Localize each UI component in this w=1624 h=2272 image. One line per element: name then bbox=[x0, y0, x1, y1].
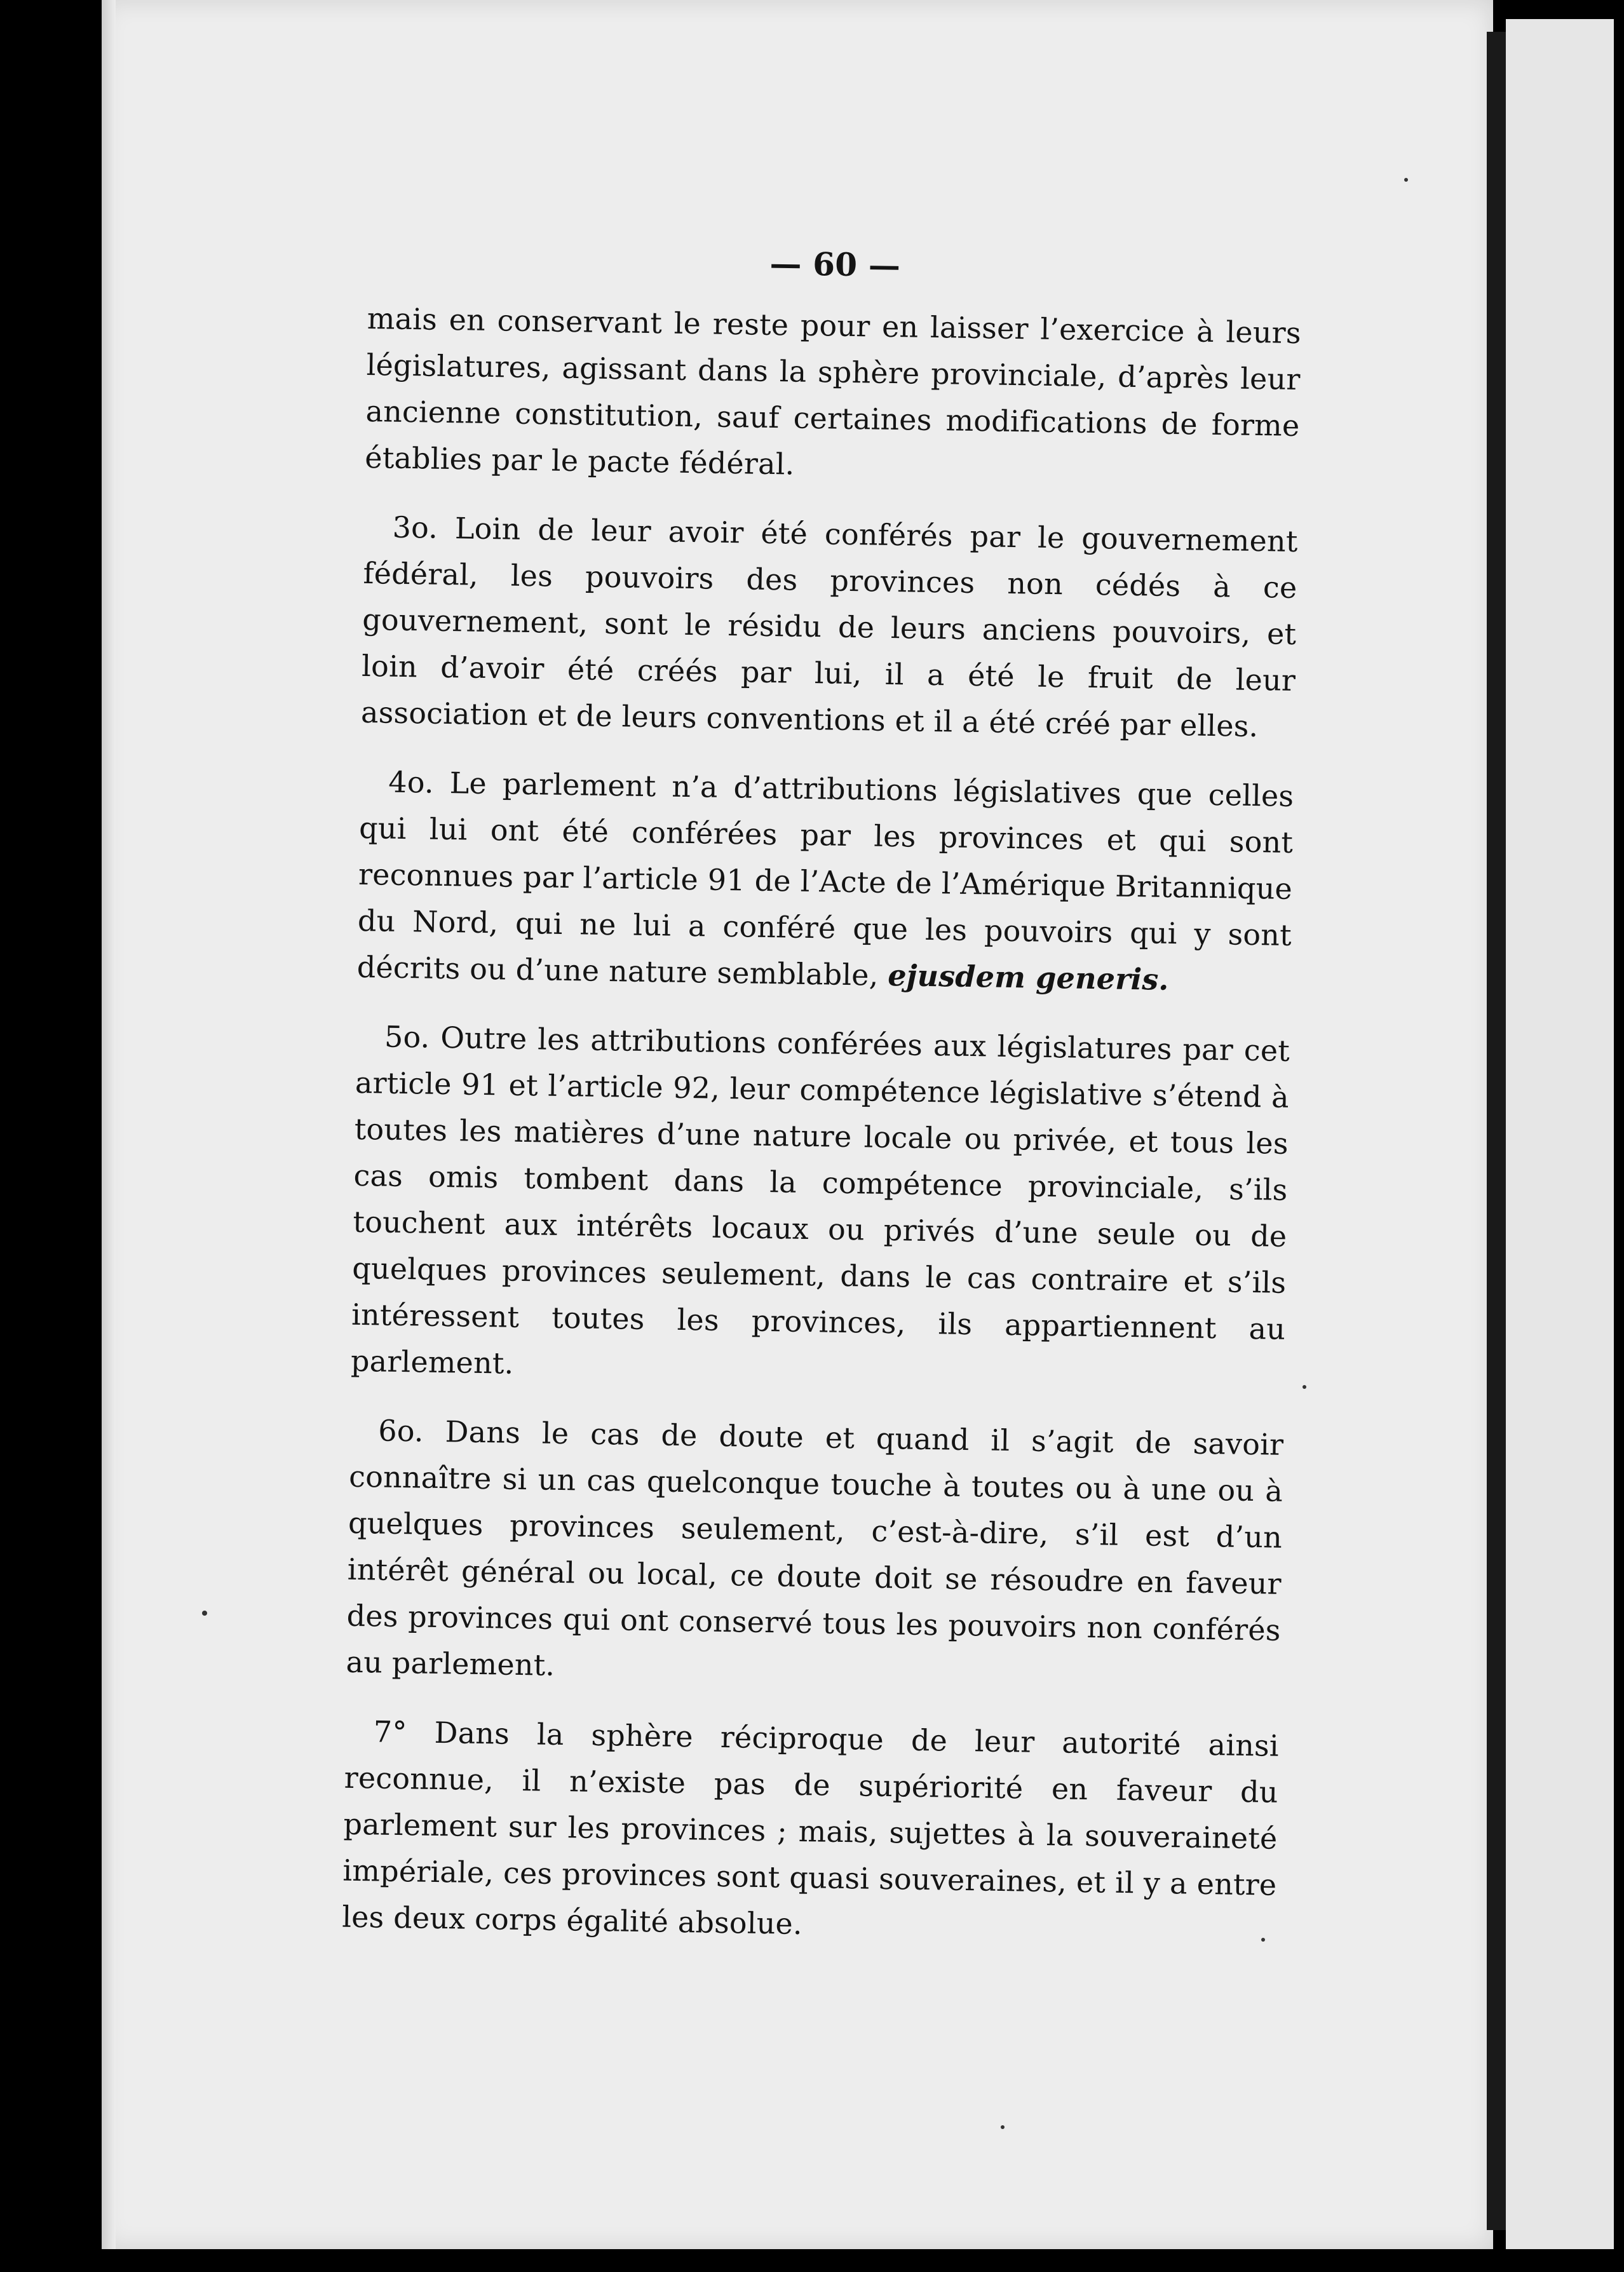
adjacent-page-edge bbox=[1506, 19, 1614, 2249]
paragraph-text: 5o. Outre les attributions conférées aux législatures par cet article 91 et l’article 92, leur compétence législative s’étend à toutes les matières d’une nature locale ou privée, et tous les cas omis tombent dans la compétence provinciale, s’ils touchent aux intérêts locaux ou privés d’une seule ou de quelques provinces seulement, dans le cas contraire et s’ils intéressent toutes les provinces, ils appartiennent au parlement. bbox=[350, 1019, 1290, 1381]
ink-speck bbox=[1404, 178, 1408, 182]
paragraph-text: 7° Dans la sphère réciproque de leur autorité ainsi reconnue, il n’existe pas de supériorité en faveur du parlement sur les provinces ; mais, sujettes à la souveraineté impériale, ces provinces sont quasi souveraines, et il y a entre les deux corps égalité absolue. bbox=[341, 1714, 1280, 1942]
book-spine-shadow bbox=[1487, 32, 1506, 2230]
ink-speck bbox=[1001, 2125, 1005, 2129]
paragraph-text: mais en conservant le reste pour en laisser l’exercice à leurs législatures, agissant dans la sphère provinciale, d’après leur ancienne constitution, sauf certaines modifications de forme établies par le pacte fédéral. bbox=[364, 301, 1302, 482]
page-edge-shadow bbox=[102, 0, 116, 2249]
paragraph-4o bbox=[356, 759, 1294, 1005]
paragraph-continuation bbox=[365, 295, 1301, 496]
ink-speck bbox=[1303, 1385, 1306, 1389]
ink-speck bbox=[202, 1611, 207, 1616]
page-number: — 60 — bbox=[769, 244, 901, 285]
paragraph-text: 6o. Dans le cas de doute et quand il s’agit de savoir connaître si un cas quelconque touche à toutes ou à une ou à quelques provinces seulement, c’est-à-dire, s’il est d’un intérêt général ou local, ce doute doit se résoudre en faveur des provinces qui ont conservé tous les pouvoirs non conférés au parlement. bbox=[346, 1413, 1284, 1682]
paragraph-5o bbox=[351, 1013, 1290, 1399]
page-text bbox=[341, 232, 1303, 1978]
paragraph-3o bbox=[361, 504, 1299, 750]
latin-phrase: ejusdem generis. bbox=[887, 957, 1170, 997]
paragraph-7 bbox=[342, 1708, 1280, 1955]
paragraph-6o bbox=[346, 1407, 1284, 1700]
paragraph-text: 4o. Le parlement n’a d’attributions législatives que celles qui lui ont été conférées par les provinces et qui sont reconnues par l’article 91 de l’Acte de l’Amérique Britannique du Nord, qui ne lui a conféré que les pouvoirs qui y sont décrits ou d’une nature semblable, bbox=[356, 764, 1294, 992]
paragraph-text: 3o. Loin de leur avoir été conférés par le gouvernement fédéral, les pouvoirs des provinces non cédés à ce gouvernement, sont le résidu de leurs anciens pouvoirs, et loin d’avoir été créés par lui, il a été le fruit de leur association et de leurs conventions et il a été créé par elles. bbox=[360, 510, 1298, 744]
